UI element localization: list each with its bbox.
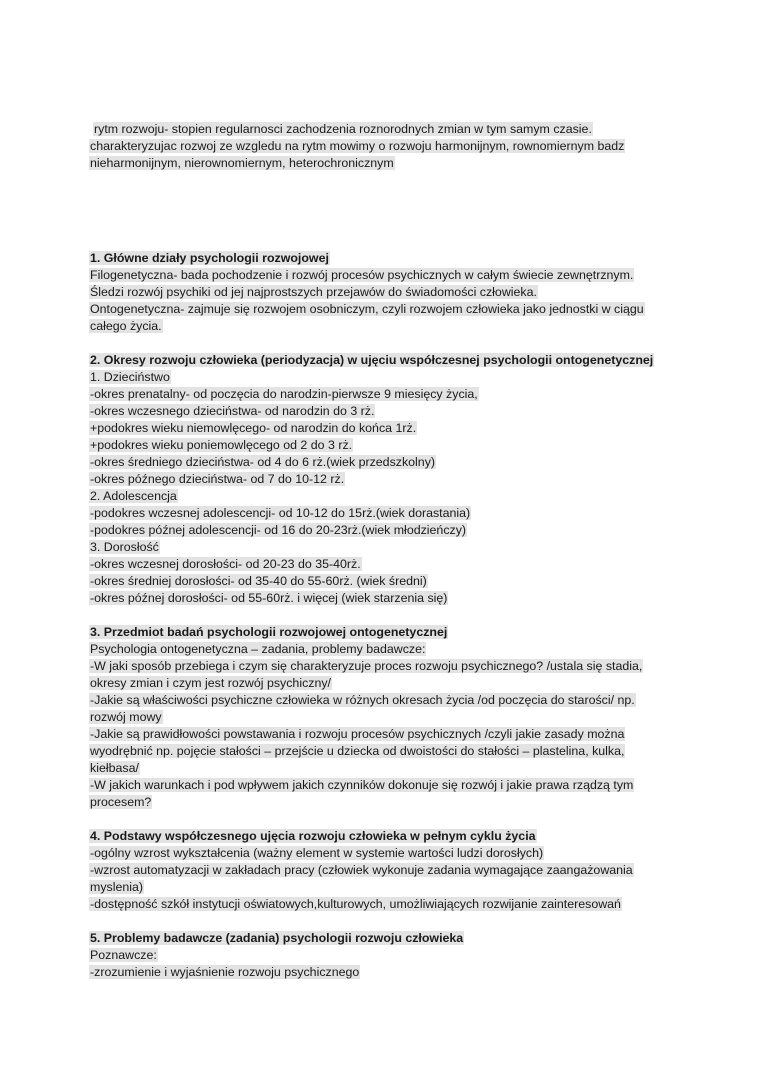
text-line: -Jakie są prawidłowości powstawania i rozwoju procesów psychicznych /czyli jakie zasady można (90, 727, 625, 741)
text-line: -wzrost automatyzacji w zakładach pracy (człowiek wykonuje zadania wymagające zaangażowania (90, 863, 633, 877)
text-line: procesem? (90, 795, 152, 809)
text-line: -okres prenatalny- od poczęcia do narodzin-pierwsze 9 miesięcy życia, (90, 387, 478, 401)
text-line: wyodrębnić np. pojęcie stałości – przejście u dziecka od dwoistości do stałości – plastelina, kulka, (90, 744, 625, 758)
text-line: kiełbasa/ (90, 761, 139, 775)
text-line: Psychologia ontogenetyczna – zadania, problemy badawcze: (90, 642, 426, 656)
text-line: 2. Adolescencja (90, 489, 177, 503)
section-heading: 1. Główne działy psychologii rozwojowej (90, 251, 329, 265)
section-heading: 2. Okresy rozwoju człowieka (periodyzacja) w ujęciu współczesnej psychologii ontogenetycznej (90, 353, 654, 367)
section-1 (89, 250, 669, 335)
section-heading: 5. Problemy badawcze (zadania) psychologii rozwoju człowieka (90, 931, 464, 945)
text-line: -dostępność szkół instytucji oświatowych,kulturowych, umożliwiających rozwijanie zainteresowań (90, 897, 621, 911)
intro-line: nieharmonijnym, nierownomiernym, heterochronicznym (90, 156, 394, 170)
text-line: -podokres późnej adolescencji- od 16 do 20-23rż.(wiek młodzieńczy) (90, 523, 467, 537)
text-line: -zrozumienie i wyjaśnienie rozwoju psychicznego (90, 965, 360, 979)
text-line: -okres późnej dorosłości- od 55-60rż. i więcej (wiek starzenia się) (90, 591, 448, 605)
intro-line: charakteryzujac rozwoj ze wzgledu na rytm mowimy o rozwoju harmonijnym, rownomiernym badz (90, 139, 625, 153)
text-line: -okres średniej dorosłości- od 35-40 do 55-60rż. (wiek średni) (90, 574, 427, 588)
section-4 (89, 828, 669, 913)
text-line: -Jakie są właściwości psychiczne człowieka w różnych okresach życia /od poczęcia do starości/ np. (90, 693, 635, 707)
text-line: całego życia. (90, 319, 162, 333)
intro-line: rytm rozwoju- stopien regularnosci zachodzenia roznorodnych zmian w tym samym czasie. (94, 122, 592, 136)
text-line: -okres wczesnego dzieciństwa- od narodzin do 3 rż. (90, 404, 375, 418)
text-line: +podokres wieku poniemowlęcego od 2 do 3 rż. (90, 438, 353, 452)
section-heading: 4. Podstawy współczesnego ujęcia rozwoju człowieka w pełnym cyklu życia (90, 829, 536, 843)
text-line: 3. Dorosłość (90, 540, 159, 554)
text-line: -W jakich warunkach i pod wpływem jakich czynników dokonuje się rozwój i jakie prawa rządzą tym (90, 778, 634, 792)
intro-paragraph (89, 121, 669, 172)
text-line: -podokres wczesnej adolescencji- od 10-12 do 15rż.(wiek dorastania) (90, 506, 471, 520)
section-heading: 3. Przedmiot badań psychologii rozwojowej ontogenetycznej (90, 625, 448, 639)
text-line: -okres wczesnej dorosłości- od 20-23 do 35-40rż. (90, 557, 361, 571)
text-line: Filogenetyczna- bada pochodzenie i rozwój procesów psychicznych w całym świecie zewnętrznym. (90, 268, 634, 282)
text-line: Śledzi rozwój psychiki od jej najprostszych przejawów do świadomości człowieka. (90, 285, 537, 299)
text-line: -ogólny wzrost wykształcenia (ważny element w systemie wartości ludzi dorosłych) (90, 846, 544, 860)
document-page (89, 121, 669, 981)
text-line: Poznawcze: (90, 948, 157, 962)
section-5 (89, 930, 669, 981)
text-line: +podokres wieku niemowlęcego- od narodzin do końca 1rż. (90, 421, 417, 435)
text-line: -okres późnego dzieciństwa- od 7 do 10-12 rż. (90, 472, 345, 486)
text-line: Ontogenetyczna- zajmuje się rozwojem osobniczym, czyli rozwojem człowieka jako jednostki w ciągu (90, 302, 644, 316)
text-line: okresy zmian i czym jest rozwój psychiczny/ (90, 676, 331, 690)
text-line: 1. Dzieciństwo (90, 370, 170, 384)
section-2 (89, 352, 669, 607)
section-3 (89, 624, 669, 811)
text-line: -okres średniego dzieciństwa- od 4 do 6 rż.(wiek przedszkolny) (90, 455, 436, 469)
text-line: rozwój mowy (90, 710, 162, 724)
text-line: myslenia) (90, 880, 144, 894)
text-line: -W jaki sposób przebiega i czym się charakteryzuje proces rozwoju psychicznego? /ustala się stadia, (90, 659, 643, 673)
